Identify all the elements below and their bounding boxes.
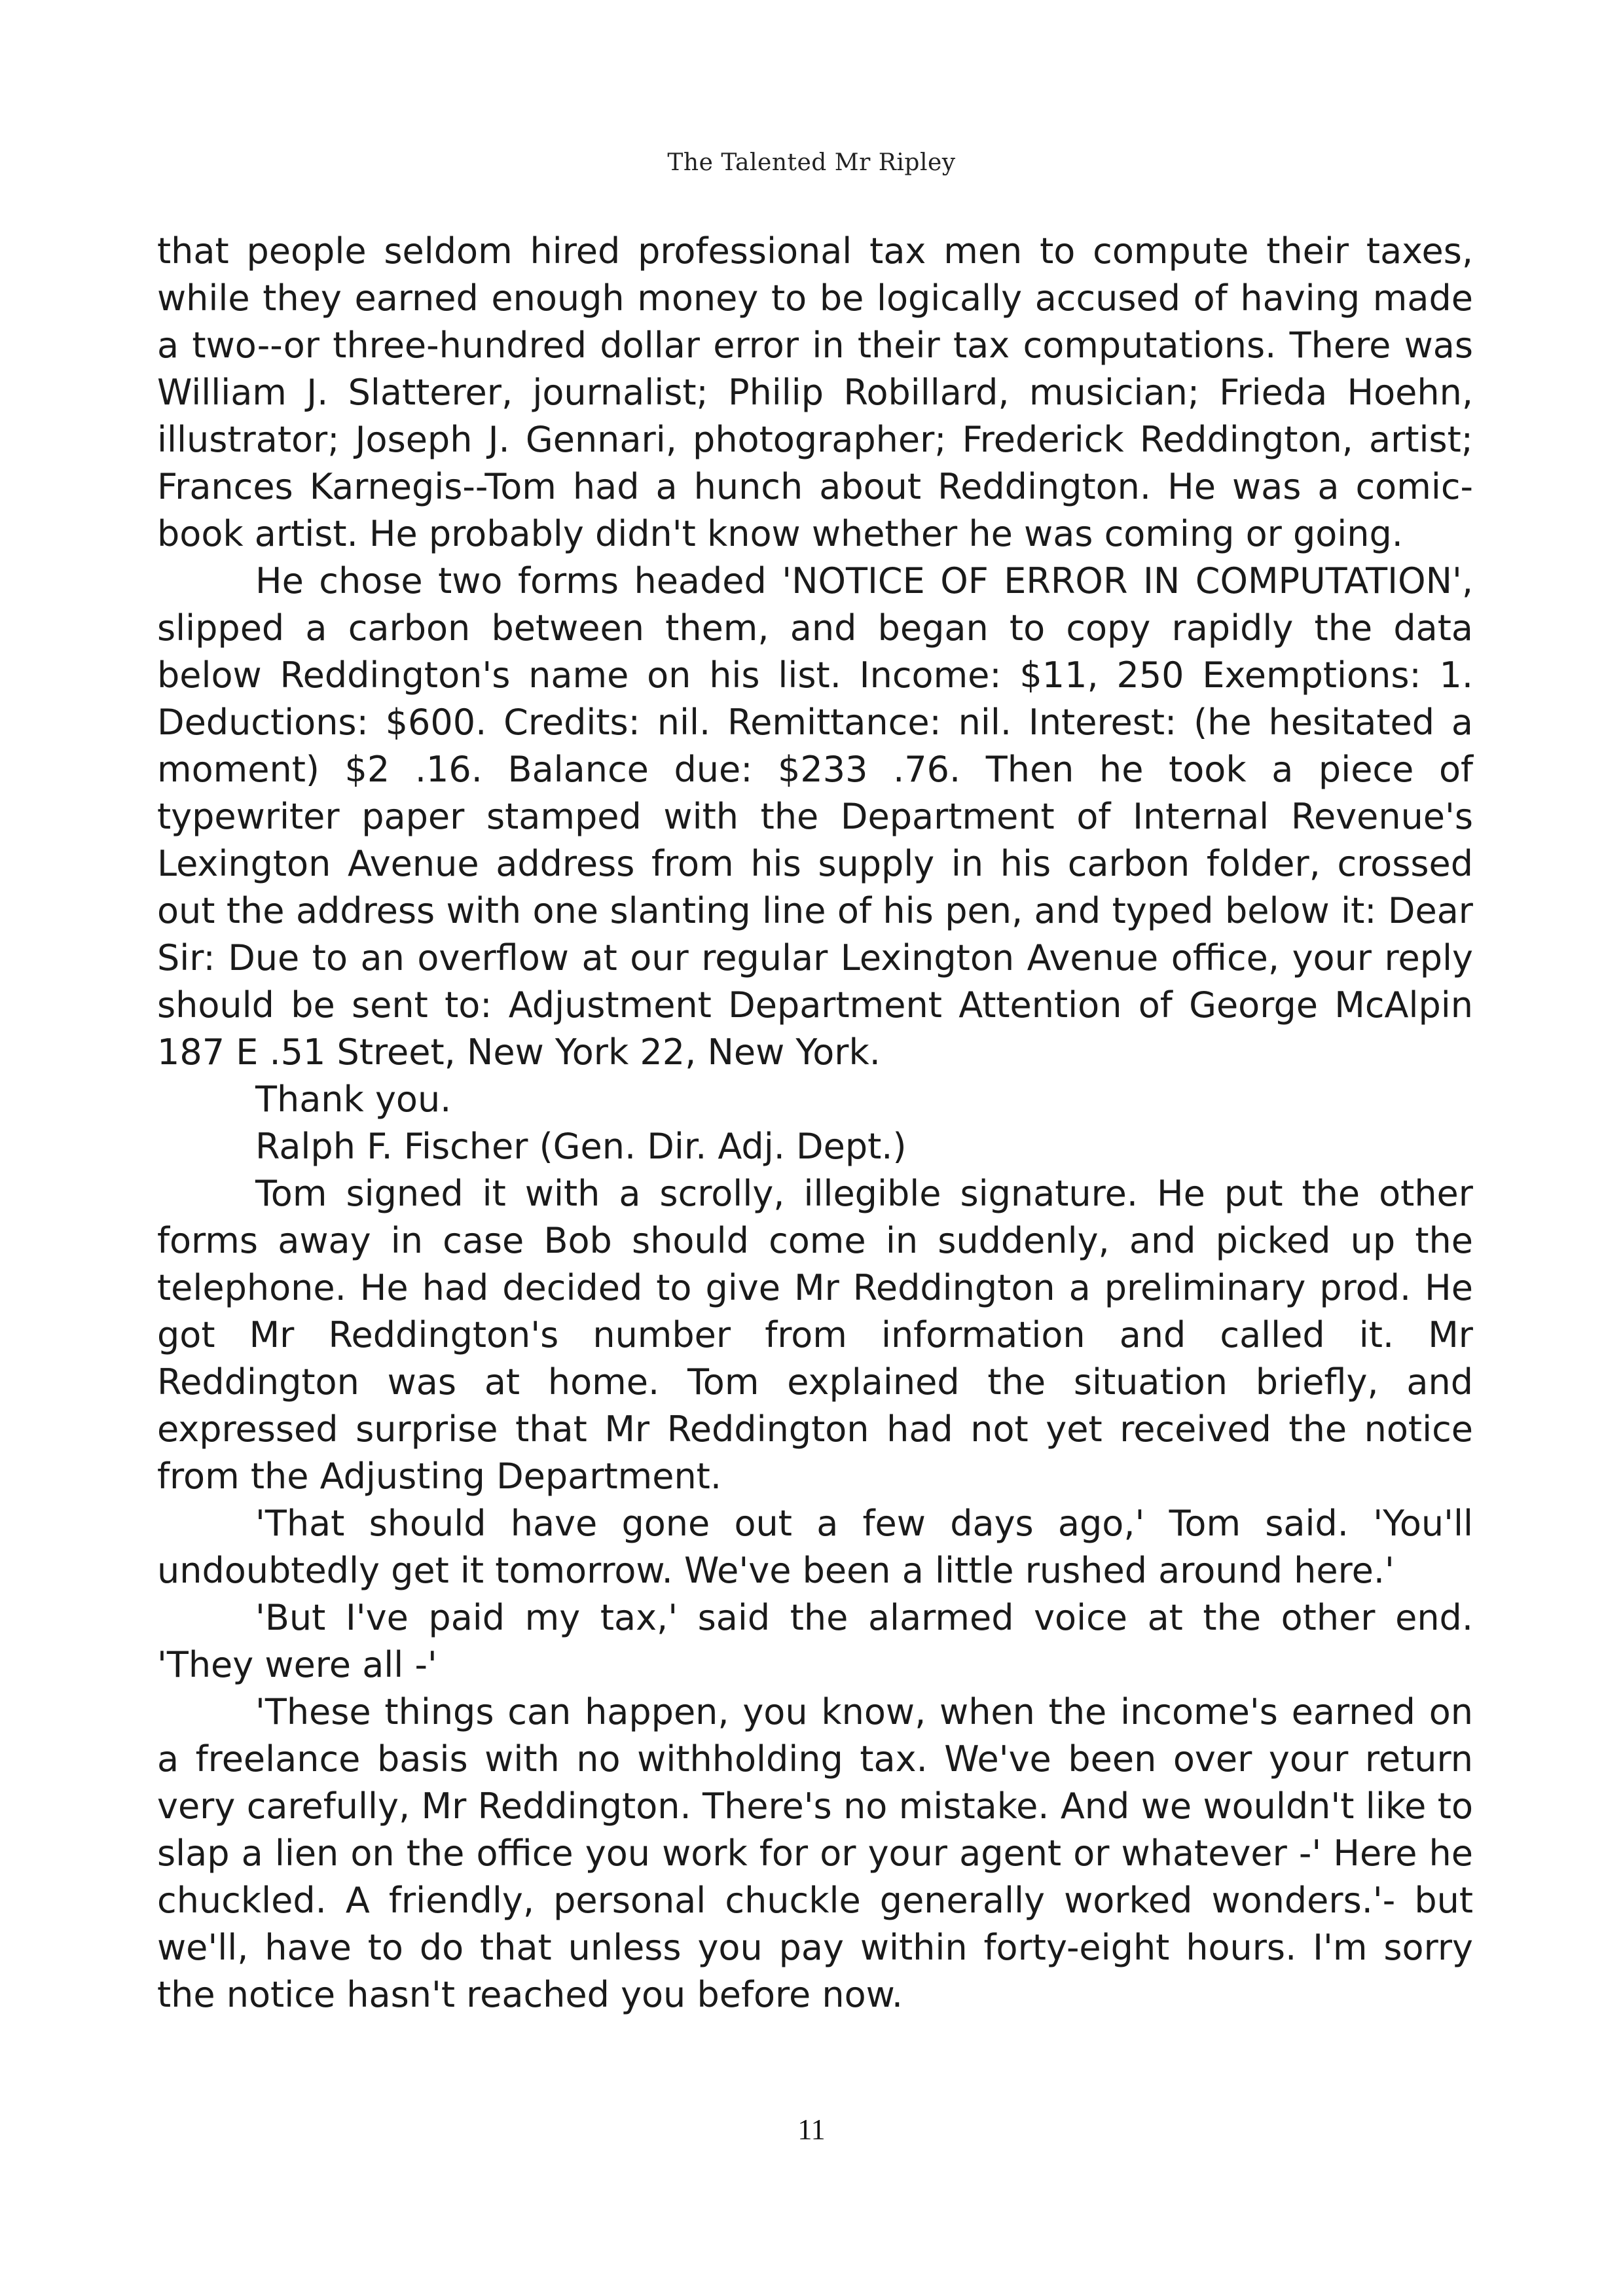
- paragraph-dialogue-2: 'But I've paid my tax,' said the alarmed voice at the other end. 'They were all -': [157, 1597, 1473, 1685]
- paragraph-continuation: that people seldom hired professional tax men to compute their taxes, while they earned enough money to be logically accused of having made a two--or three-hundred dollar error in their tax computations. There was William J. Slatterer, journalist; Philip Robillard, musician; Frieda Hoehn, illustrator; Joseph J. Gennari, photographer; Frederick Reddington, artist; Frances Karnegis--Tom had a hunch about Reddington. He was a comic-book artist. He probably didn't know whether he was coming or going.: [157, 230, 1473, 554]
- paragraph-forms: He chose two forms headed 'NOTICE OF ERROR IN COMPUTATION', slipped a carbon between them, and began to copy rapidly the data below Reddington's name on his list. Income: $11, 250 Exemptions: 1. Deductions: $600. Credits: nil. Remittance: nil. Interest: (he hesitated a moment) $2 .16. Balance due: $233 .76. Then he took a piece of typewriter paper stamped with the Department of Internal Revenue's Lexington Avenue address from his supply in his carbon folder, crossed out the address with one slanting line of his pen, and typed below it: Dear Sir: Due to an overflow at our regular Lexington Avenue office, your reply should be sent to: Adjustment Department Attention of George McAlpin 187 E .51 Street, New York 22, New York.: [157, 560, 1473, 1073]
- paragraph-dialogue-3: 'These things can happen, you know, when the income's earned on a freelance basis with no withholding tax. We've been over your return very carefully, Mr Reddington. There's no mistake. And we wouldn't like to slap a lien on the office you work for or your agent or whatever -' Here he chuckled. A friendly, personal chuckle generally worked wonders.'- but we'll, have to do that unless you pay within forty-eight hours. I'm sorry the notice hasn't reached you before now.: [157, 1691, 1473, 2015]
- paragraph-telephone: Tom signed it with a scrolly, illegible signature. He put the other forms away in case Bob should come in suddenly, and picked up the telephone. He had decided to give Mr Reddington a preliminary prod. He got Mr Reddington's number from information and called it. Mr Reddington was at home. Tom explained the situation briefly, and expressed surprise that Mr Reddington had not yet received the notice from the Adjusting Department.: [157, 1173, 1473, 1497]
- paragraph-dialogue-1: 'That should have gone out a few days ago,' Tom said. 'You'll undoubtedly get it tomorrow. We've been a little rushed around here.': [157, 1503, 1473, 1591]
- body-text: [157, 228, 1473, 2018]
- page-number: 11: [797, 2113, 826, 2145]
- paragraph-signature-line: Ralph F. Fischer (Gen. Dir. Adj. Dept.): [255, 1126, 907, 1167]
- running-header-title: The Talented Mr Ripley: [667, 149, 956, 176]
- paragraph-thank-you: Thank you.: [255, 1079, 452, 1120]
